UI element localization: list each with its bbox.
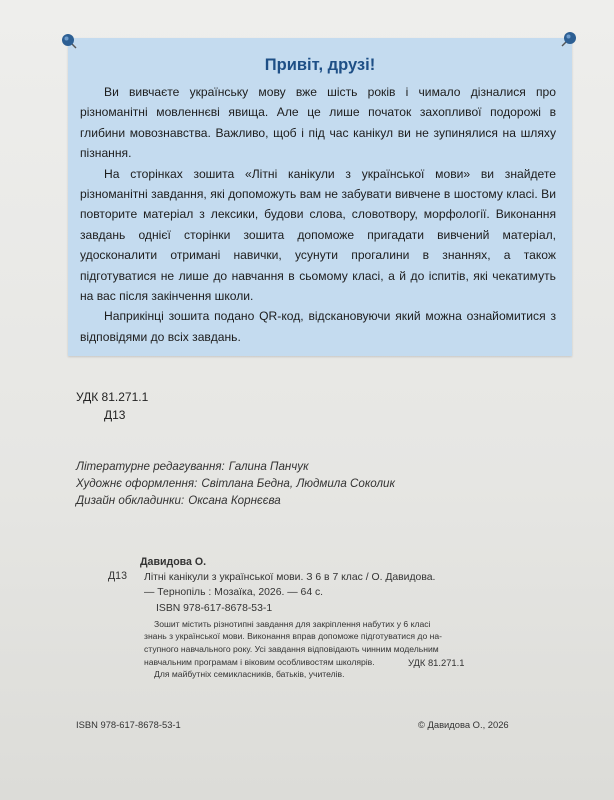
pin-icon (60, 32, 82, 54)
bib-index: Д13 (108, 570, 127, 582)
intro-paragraph: Наприкінці зошита подано QR-код, відскановуючи який можна ознайомитися з відповідями до всіх завдань. (80, 309, 556, 344)
intro-card (68, 38, 572, 356)
pin-icon (556, 30, 578, 52)
bib-description-line: знань з української мови. Виконання вправ допоможе підготуватися до на- (144, 631, 443, 642)
bib-description-line: навчальним програмам і віковим особливостям школярів. (144, 656, 375, 667)
credit-name: Світлана Бедна, Людмила Соколик (201, 477, 395, 490)
bib-description-line: Для майбутніх семикласників, батьків, учителів. (154, 669, 345, 680)
bib-title: Літні канікули з української мови. З 6 в 7 клас / О. Давидова. (144, 572, 436, 584)
bib-publisher: — Тернопіль : Мозаїка, 2026. — 64 с. (144, 587, 324, 599)
bib-author: Давидова О. (140, 556, 207, 568)
credit-name: Оксана Корнєєва (188, 494, 281, 507)
author-index: Д13 (104, 408, 126, 422)
credit-line (76, 492, 395, 509)
credit-line (76, 475, 395, 492)
credit-line (76, 458, 395, 475)
intro-text (80, 82, 556, 347)
bib-description-line: ступного навчального року. Усі завдання відповідають чинним модельним (144, 644, 439, 654)
credit-role: Дизайн обкладинки: (76, 494, 185, 507)
intro-paragraph: На сторінках зошита «Літні канікули з української мови» ви знайдете різноманітні завдання, які допоможуть вам не забувати вивчене в шостому класі. Ви повторите матеріал з лексики, будови слова, словотвору, морфології. Виконання завдань однієї сторінки зошита допоможе пригадати вивчений матеріал, удосконалити отримані навички, усунути прогалини в знаннях, а також підготуватися не лише до навчання в сьомому класі, а й до іспитів, які чекатимуть на вас після закінчення школи. (80, 166, 556, 304)
credits-block (76, 458, 395, 509)
footer-isbn: ISBN 978-617-8678-53-1 (76, 719, 181, 730)
credit-role: Літературне редагування: (76, 460, 225, 473)
udc-code: УДК 81.271.1 (76, 390, 149, 404)
classification-block (76, 388, 148, 424)
credit-name: Галина Панчук (228, 460, 309, 473)
credit-role: Художнє оформлення: (76, 477, 198, 490)
intro-title: Привіт, друзі! (264, 56, 376, 74)
bib-isbn: ISBN 978-617-8678-53-1 (156, 602, 273, 614)
footer-copyright: © Давидова О., 2026 (418, 719, 509, 730)
bib-udc: УДК 81.271.1 (408, 657, 465, 668)
bib-description-line: Зошит містить різнотипні завдання для закріплення набутих у 6 класі (154, 618, 431, 629)
bib-description (144, 618, 504, 681)
intro-paragraph: Ви вивчаєте українську мову вже шість років і чимало дізналися про різноманітні мовленнєві явища. Але це лише початок захопливої подорожі в глибини мовознавства. Важливо, щоб і під час канікул ви не зупинялися на шляху пізнання. (80, 85, 556, 161)
